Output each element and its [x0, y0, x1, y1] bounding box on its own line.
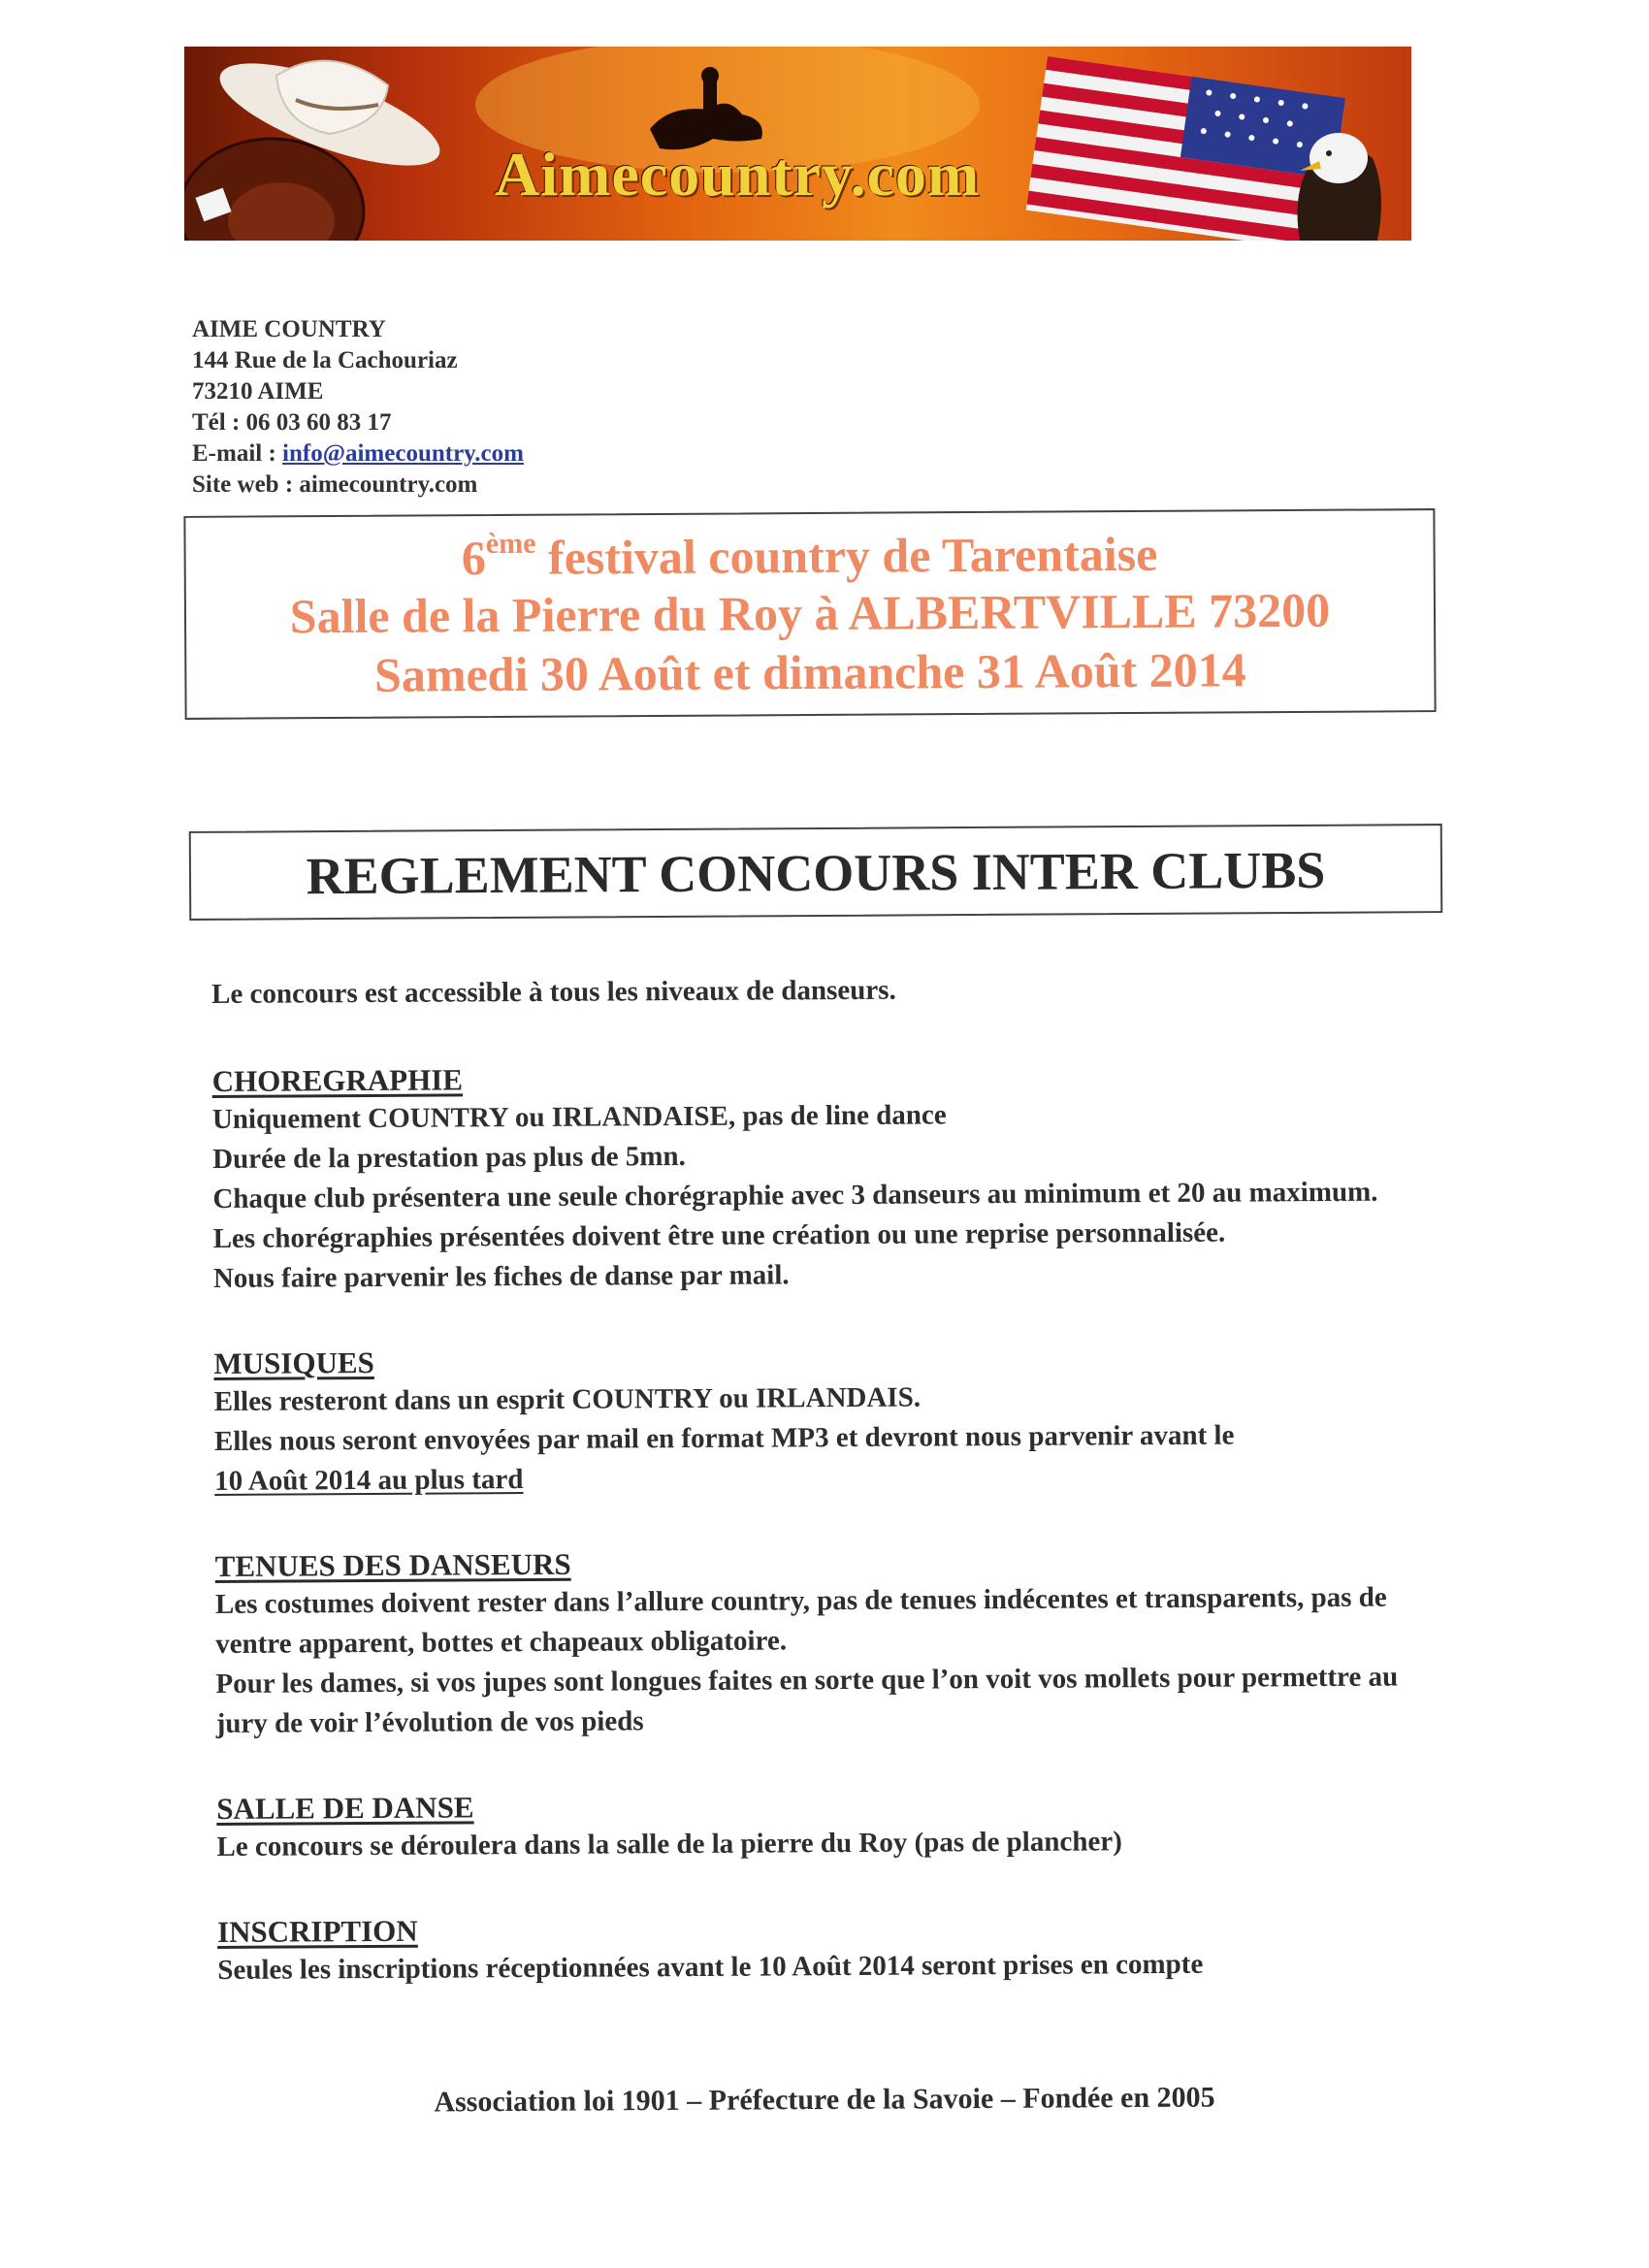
email-label: E-mail :: [192, 440, 283, 467]
city-postcode: 73210 AIME: [192, 378, 324, 405]
event-line-1: [185, 524, 1433, 588]
section-line: Nous faire parvenir les fiches de danse par mail.: [212, 1259, 790, 1294]
guitar-icon: [184, 139, 364, 241]
street-address: 144 Rue de la Cachouriaz: [192, 347, 458, 373]
section-heading: INSCRIPTION: [216, 1913, 418, 1949]
footer-text: Association loi 1901 – Préfecture de la Savoie – Fondée en 2005: [434, 2081, 1215, 2119]
section-line: Seules les inscriptions réceptionnées avant le 10 Août 2014 seront prises en compte: [217, 1948, 1204, 1986]
event-info-box: [183, 508, 1436, 720]
banner-site-text: Aimecountry.com: [495, 140, 981, 209]
intro-text: Le concours est accessible à tous les niveaux de danseurs.: [211, 974, 896, 1010]
section-line: Chaque club présentera une seule chorégraphie avec 3 danseurs au minimum et 20 au maximum.: [212, 1176, 1378, 1215]
section-line: Les chorégraphies présentées doivent être une création ou une reprise personnalisée.: [212, 1216, 1226, 1254]
rules-content: [211, 967, 1440, 2037]
email-line: [192, 438, 524, 470]
section-heading: TENUES DES DANSEURS: [214, 1546, 571, 1583]
rules-title: REGLEMENT CONCOURS INTER CLUBS: [306, 840, 1326, 906]
section-musiques: [213, 1338, 1437, 1502]
website-line: Site web : aimecountry.com: [192, 471, 478, 498]
section-line: Elles resteront dans un esprit COUNTRY ou IRLANDAIS.: [213, 1381, 922, 1417]
email-link[interactable]: info@aimecountry.com: [282, 440, 524, 467]
section-salle: [216, 1783, 1439, 1867]
section-line: Le concours se déroulera dans la salle de la pierre du Roy (pas de plancher): [216, 1826, 1122, 1863]
phone-number: Tél : 06 03 60 83 17: [192, 409, 392, 436]
address-block: [192, 314, 524, 501]
section-tenues: [215, 1540, 1439, 1744]
header-banner: [184, 47, 1411, 241]
section-choregraphie: [212, 1055, 1436, 1299]
music-deadline: 10 Août 2014 au plus tard: [214, 1464, 524, 1497]
event-dates: Samedi 30 Août et dimanche 31 Août 2014: [373, 642, 1246, 702]
section-line: Uniquement COUNTRY ou IRLANDAISE, pas de line dance: [211, 1099, 947, 1135]
section-line: Durée de la prestation pas plus de 5mn.: [212, 1141, 686, 1175]
section-heading: MUSIQUES: [213, 1345, 374, 1380]
event-venue: Salle de la Pierre du Roy à ALBERTVILLE 73200: [289, 582, 1331, 644]
festival-name: festival country de Tarentaise: [535, 526, 1158, 585]
section-heading: CHOREGRAPHIE: [211, 1062, 464, 1098]
edition-suffix: ème: [485, 527, 536, 561]
section-inscription: [217, 1906, 1439, 1991]
rules-title-box: [189, 824, 1443, 921]
edition-number: 6: [461, 531, 487, 586]
section-line: Pour les dames, si vos jupes sont longues faites en sorte que l’on voit vos mollets pour permettre au jury de voir l’évolution de vos pieds: [215, 1661, 1399, 1739]
section-line: Elles nous seront envoyées par mail en format MP3 et devront nous parvenir avant le: [213, 1419, 1235, 1457]
section-heading: SALLE DE DANSE: [216, 1790, 474, 1826]
association-name: AIME COUNTRY: [192, 316, 386, 342]
section-line: Les costumes doivent rester dans l’allure country, pas de tenues indécentes et transparents, pas de ventre apparent, bottes et chapeaux obligatoire.: [214, 1581, 1387, 1660]
